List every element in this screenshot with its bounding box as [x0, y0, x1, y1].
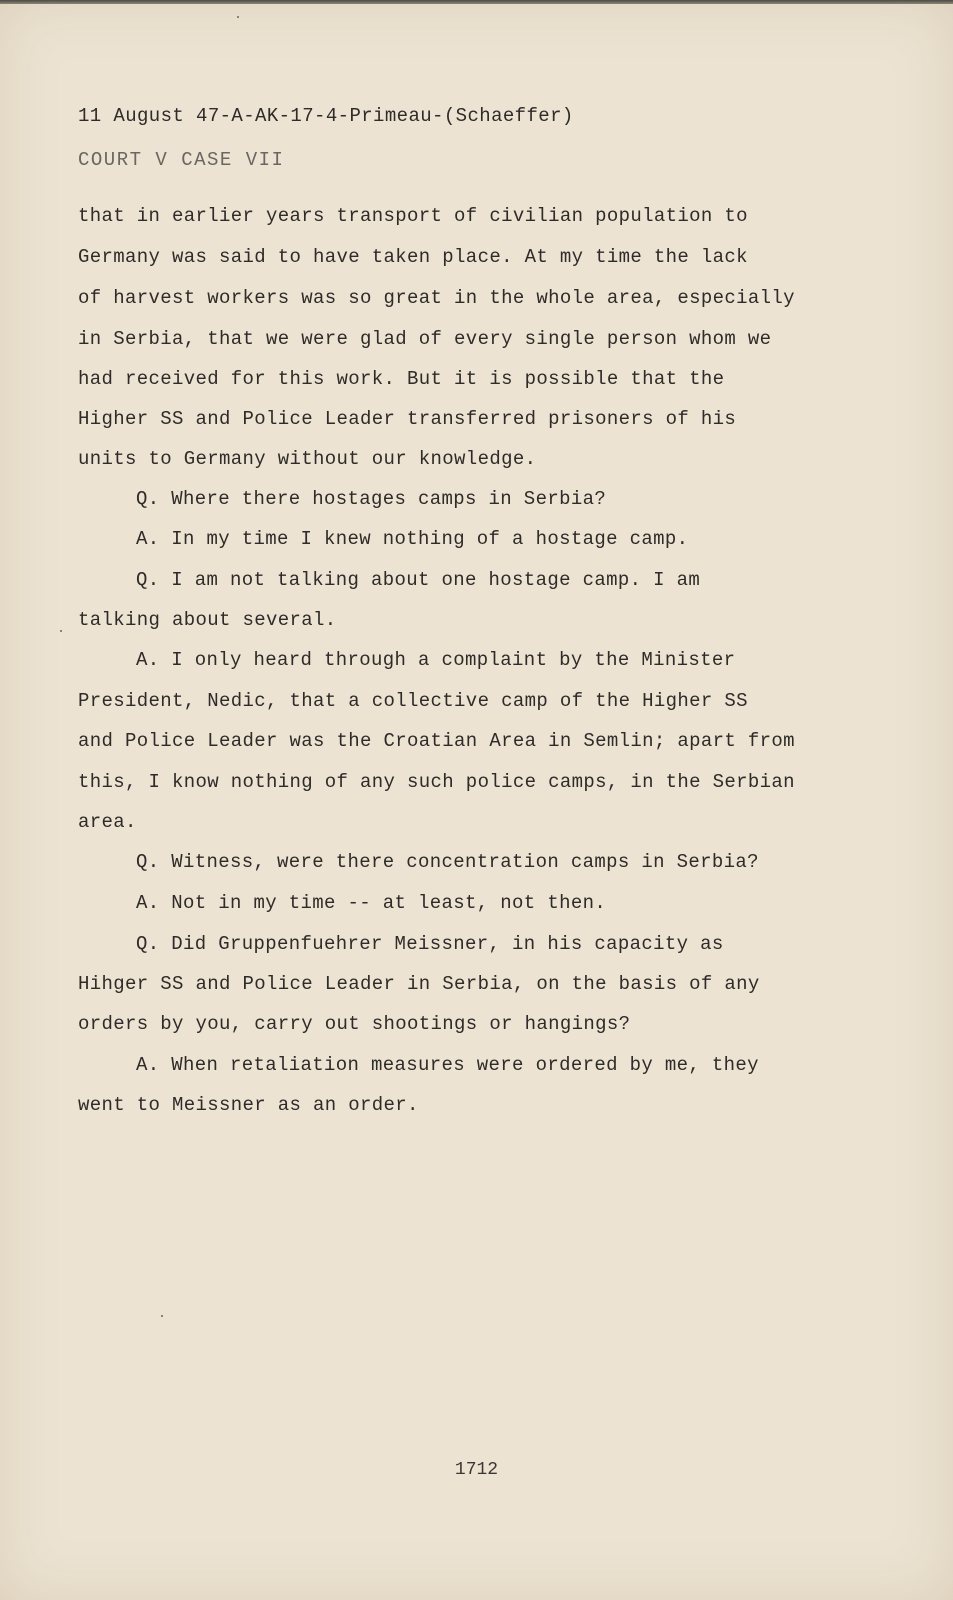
question-line: Q. Did Gruppenfuehrer Meissner, in his capacity as [136, 933, 724, 955]
body-line: talking about several. [78, 609, 337, 631]
body-line: this, I know nothing of any such police camps, in the Serbian [78, 771, 795, 793]
answer-line: A. Not in my time -- at least, not then. [136, 892, 607, 914]
body-line: in Serbia, that we were glad of every single person whom we [78, 328, 772, 350]
body-line: President, Nedic, that a collective camp of the Higher SS [78, 690, 748, 712]
body-line: that in earlier years transport of civilian population to [78, 205, 748, 227]
paper-speck [161, 1315, 163, 1317]
answer-line: A. I only heard through a complaint by the Minister [136, 649, 736, 671]
body-line: went to Meissner as an order. [78, 1094, 419, 1116]
body-line: Higher SS and Police Leader transferred prisoners of his [78, 408, 737, 430]
paper-speck [60, 630, 62, 632]
page-top-edge [0, 0, 953, 4]
body-line: and Police Leader was the Croatian Area in Semlin; apart from [78, 730, 795, 752]
body-line: area. [78, 811, 137, 833]
question-line: Q. Where there hostages camps in Serbia? [136, 488, 607, 510]
paper-speck [237, 16, 239, 18]
body-line: orders by you, carry out shootings or hangings? [78, 1013, 631, 1035]
header-court-case: COURT V CASE VII [78, 149, 285, 171]
body-line: units to Germany without our knowledge. [78, 448, 537, 470]
question-line: Q. I am not talking about one hostage camp. I am [136, 569, 701, 591]
body-line: Hihger SS and Police Leader in Serbia, on the basis of any [78, 973, 760, 995]
answer-line: A. When retaliation measures were ordered by me, they [136, 1054, 759, 1076]
page-number: 1712 [454, 1460, 499, 1480]
body-line: of harvest workers was so great in the whole area, especially [78, 287, 795, 309]
body-line: Germany was said to have taken place. At my time the lack [78, 246, 748, 268]
body-line: had received for this work. But it is possible that the [78, 368, 725, 390]
answer-line: A. In my time I knew nothing of a hostage camp. [136, 528, 689, 550]
header-reference: 11 August 47-A-AK-17-4-Primeau-(Schaeffer) [78, 105, 574, 127]
question-line: Q. Witness, were there concentration camps in Serbia? [136, 851, 759, 873]
